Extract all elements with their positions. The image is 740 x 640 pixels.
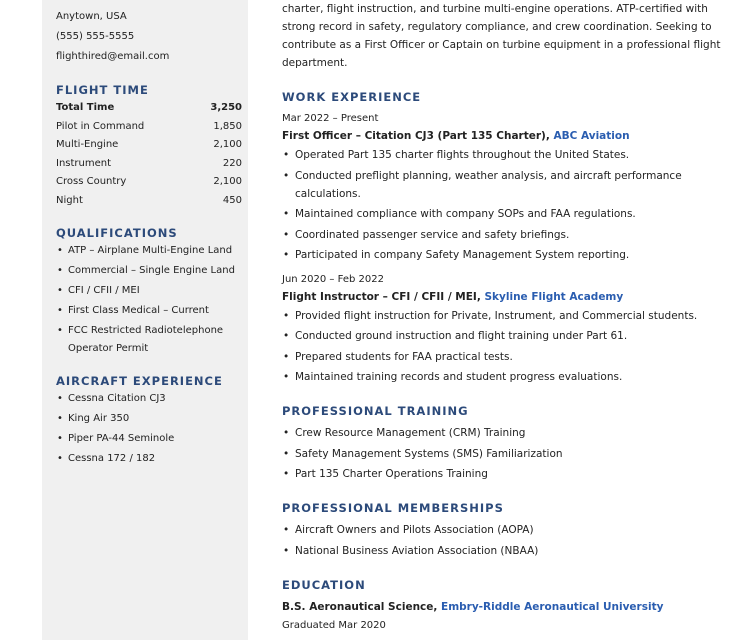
main-content [282, 0, 722, 634]
memberships-heading: PROFESSIONAL MEMBERSHIPS [282, 501, 504, 515]
flight-time-value: 3,250 [210, 102, 242, 113]
flight-time-value: 2,100 [213, 176, 242, 187]
list-item: • CFI / CFII / MEI [56, 282, 242, 300]
flight-time-label: Total Time [56, 102, 115, 113]
education-heading: EDUCATION [282, 577, 366, 592]
contact-block [56, 0, 242, 67]
list-item: • Conducted ground instruction and flight training under Part 61. [282, 327, 722, 345]
flight-time-label: Multi-Engine [56, 139, 119, 150]
memberships-list [282, 521, 722, 560]
location: Anytown, USA [56, 11, 127, 22]
training-heading: PROFESSIONAL TRAINING [282, 404, 469, 418]
degree [282, 598, 722, 617]
flight-time-label: Cross Country [56, 176, 127, 187]
job-title-text: Flight Instructor – CFI / CFII / MEI, [282, 290, 485, 303]
training-list [282, 424, 722, 483]
list-item: • King Air 350 [56, 410, 242, 428]
job-title-text: First Officer – Citation CJ3 (Part 135 Charter), [282, 130, 554, 142]
aircraft-list [56, 390, 242, 468]
list-item: • Commercial – Single Engine Land [56, 262, 242, 280]
list-item: • Coordinated passenger service and safety briefings. [282, 226, 722, 244]
flight-time-value: 1,850 [213, 120, 242, 132]
list-item: • Safety Management Systems (SMS) Familiarization [282, 445, 722, 463]
job-org: Skyline Flight Academy [484, 290, 624, 303]
qualifications-heading: QUALIFICATIONS [56, 226, 178, 240]
list-item: • Operated Part 135 charter flights throughout the United States. [282, 146, 722, 164]
email: flighthired@email.com [56, 51, 170, 62]
list-item: • First Class Medical – Current [56, 302, 242, 320]
job-title [282, 288, 722, 307]
job-dates: Jun 2020 – Feb 2022 [282, 273, 384, 285]
flight-time-row [56, 118, 242, 137]
list-item: • Crew Resource Management (CRM) Training [282, 424, 722, 442]
aircraft-heading: AIRCRAFT EXPERIENCE [56, 374, 223, 388]
graduation-date: Graduated Mar 2020 [282, 619, 386, 631]
flight-time-value: 220 [222, 157, 242, 169]
flight-time-heading: FLIGHT TIME [56, 83, 149, 97]
job-title [282, 127, 722, 146]
flight-time-value: 450 [222, 194, 242, 206]
job-dates: Mar 2022 – Present [282, 113, 379, 124]
flight-time-row [56, 99, 242, 118]
list-item: • Provided flight instruction for Private, Instrument, and Commercial students. [282, 307, 722, 325]
list-item: • FCC Restricted Radiotelephone Operator Permit [56, 322, 242, 358]
school: Embry-Riddle Aeronautical University [441, 600, 664, 613]
flight-time-label: Night [56, 194, 83, 206]
job-bullets [282, 307, 722, 387]
list-item: • ATP – Airplane Multi-Engine Land [56, 242, 242, 260]
flight-time-row [56, 173, 242, 192]
list-item: • Cessna Citation CJ3 [56, 390, 242, 408]
summary-text: charter, flight instruction, and turbine multi-engine operations. ATP-certified with strong record in safety, regulatory compliance, and crew coordination. Seeking to contribute as a First Officer or Captain on turbine equipment in a professional flight department. [282, 3, 721, 69]
flight-time-table [56, 99, 242, 210]
sidebar [42, 0, 248, 640]
list-item: • National Business Aviation Association (NBAA) [282, 542, 722, 560]
list-item: • Piper PA-44 Seminole [56, 430, 242, 448]
flight-time-label: Pilot in Command [56, 120, 145, 132]
list-item: • Maintained compliance with company SOPs and FAA regulations. [282, 205, 722, 223]
flight-time-label: Instrument [56, 157, 112, 169]
list-item: • Cessna 172 / 182 [56, 450, 242, 468]
job-org: ABC Aviation [553, 130, 630, 142]
list-item: • Aircraft Owners and Pilots Association (AOPA) [282, 521, 722, 539]
work-heading: WORK EXPERIENCE [282, 90, 422, 104]
flight-time-value: 2,100 [213, 139, 242, 150]
degree-text: B.S. Aeronautical Science, [282, 600, 442, 613]
flight-time-row [56, 155, 242, 174]
list-item: • Prepared students for FAA practical tests. [282, 348, 722, 366]
job-bullets [282, 146, 722, 264]
list-item: • Maintained training records and student progress evaluations. [282, 368, 722, 386]
phone: (555) 555-5555 [56, 31, 135, 42]
qualifications-list [56, 242, 242, 358]
list-item: • Part 135 Charter Operations Training [282, 465, 722, 483]
flight-time-row [56, 192, 242, 211]
flight-time-row [56, 136, 242, 155]
list-item: • Conducted preflight planning, weather analysis, and aircraft performance calculations. [282, 167, 722, 203]
list-item: • Participated in company Safety Management System reporting. [282, 246, 722, 264]
